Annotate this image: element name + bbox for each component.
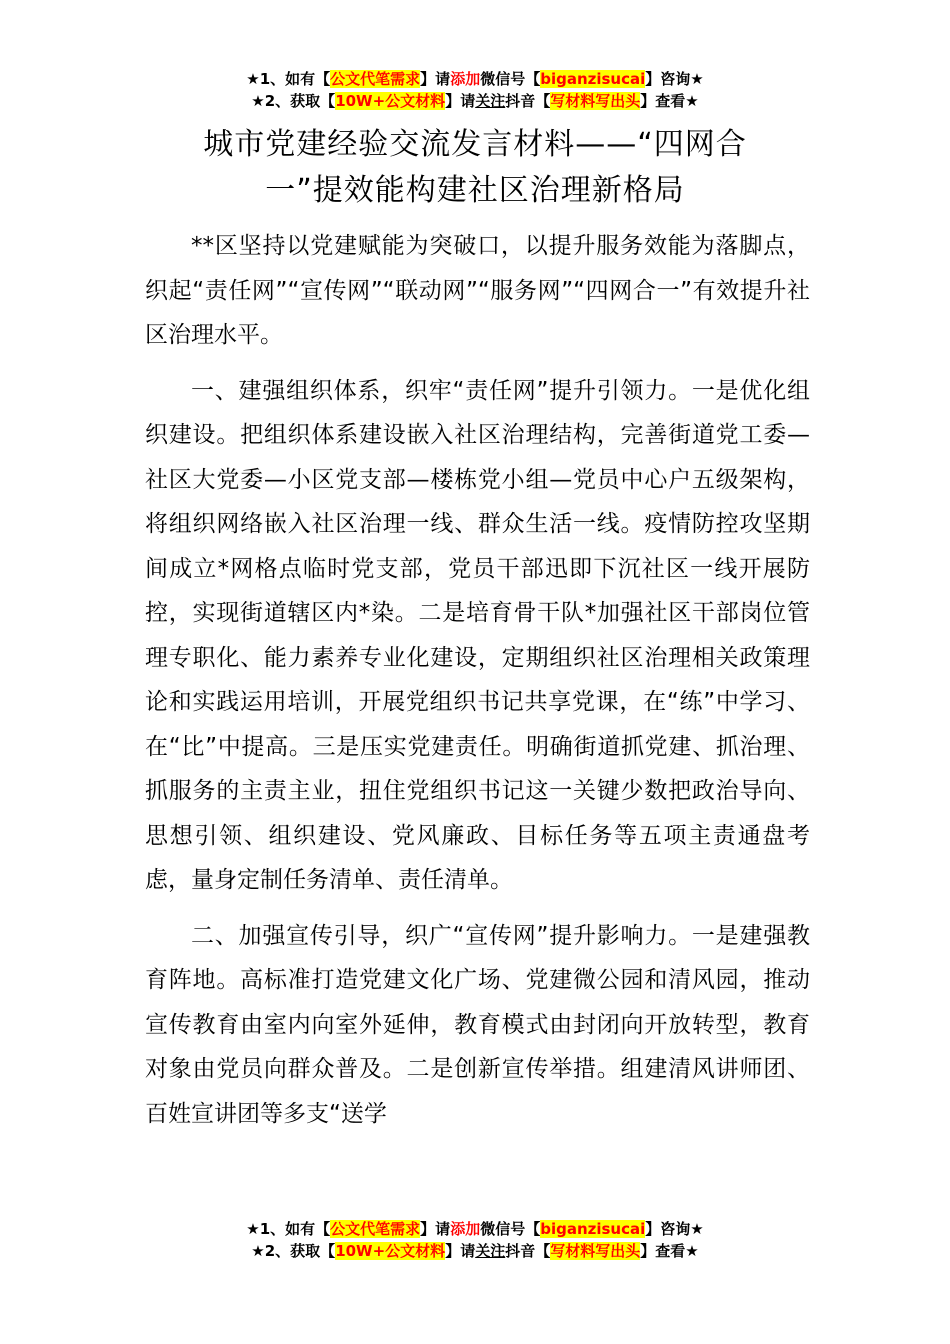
document-title [150, 122, 800, 214]
document-body [145, 224, 810, 1147]
banner-text: 】请 [420, 70, 451, 88]
banner-text: 】请 [445, 92, 476, 110]
banner-emphasis: 关注 [475, 1242, 506, 1260]
footer-banner [0, 1218, 950, 1262]
highlight-materials: 10W+公文材料 [335, 1242, 446, 1260]
highlight-wechat-id: biganzisucai [540, 1220, 646, 1238]
banner-emphasis: 添加 [450, 70, 481, 88]
banner-text: 】查看★ [640, 92, 699, 110]
paragraph-intro: **区坚持以党建赋能为突破口，以提升服务效能为落脚点，织起“责任网”“宣传网”“联动网”“服务网”“四网合一”有效提升社区治理水平。 [145, 233, 810, 348]
banner-text: 】咨询★ [645, 1220, 704, 1238]
paragraph-responsibility-net: 一、建强组织体系，织牢“责任网”提升引领力。一是优化组织建设。把组织体系建设嵌入社区治理结构，完善街道党工委—社区大党委—小区党支部—楼栋党小组—党员中心户五级架构，将组织网络嵌入社区治理一线、群众生活一线。疫情防控攻坚期间成立*网格点临时党支部，党员干部迅即下沉社区一线开展防控，实现街道辖区内*染。二是培育骨干队*加强社区干部岗位管理专职化、能力素养专业化建设，定期组织社区治理相关政策理论和实践运用培训，开展党组织书记共享党课，在“练”中学习、在“比”中提高。三是压实党建责任。明确街道抓党建、抓治理、抓服务的主责主业，扭住党组织书记这一关键少数把政治导向、思想引领、组织建设、党风廉政、目标任务等五项主责通盘考虑，量身定制任务清单、责任清单。 [145, 377, 810, 893]
banner-text: 】查看★ [640, 1242, 699, 1260]
highlight-douyin-account: 写材料写出头 [550, 92, 641, 110]
banner-text: ★1、如有【 [246, 70, 331, 88]
header-banner [0, 68, 950, 112]
banner-text: ★2、获取【 [251, 1242, 336, 1260]
banner-text: ★1、如有【 [246, 1220, 331, 1238]
title-line-1: 城市党建经验交流发言材料——“四网合 [203, 127, 747, 162]
header-banner-line-2 [0, 90, 950, 112]
banner-text: 抖音【 [505, 1242, 551, 1260]
banner-text: 微信号【 [480, 70, 541, 88]
banner-text: 微信号【 [480, 1220, 541, 1238]
banner-text: 】咨询★ [645, 70, 704, 88]
highlight-douyin-account: 写材料写出头 [550, 1242, 641, 1260]
highlight-ghostwriting: 公文代笔需求 [330, 1220, 421, 1238]
header-banner-line-1 [0, 68, 950, 90]
title-line-2: 一”提效能构建社区治理新格局 [265, 173, 685, 208]
banner-emphasis: 添加 [450, 1220, 481, 1238]
footer-banner-line-1 [0, 1218, 950, 1240]
banner-text: 】请 [445, 1242, 476, 1260]
banner-emphasis: 关注 [475, 92, 506, 110]
banner-text: 】请 [420, 1220, 451, 1238]
highlight-materials: 10W+公文材料 [335, 92, 446, 110]
highlight-wechat-id: biganzisucai [540, 70, 646, 88]
paragraph-publicity-net: 二、加强宣传引导，织广“宣传网”提升影响力。一是建强教育阵地。高标准打造党建文化广场、党建微公园和清风园，推动宣传教育由室内向室外延伸，教育模式由封闭向开放转型，教育对象由党员向群众普及。二是创新宣传举措。组建清风讲师团、百姓宣讲团等多支“送学 [145, 922, 810, 1127]
banner-text: ★2、获取【 [251, 92, 336, 110]
footer-banner-line-2 [0, 1240, 950, 1262]
highlight-ghostwriting: 公文代笔需求 [330, 70, 421, 88]
banner-text: 抖音【 [505, 92, 551, 110]
